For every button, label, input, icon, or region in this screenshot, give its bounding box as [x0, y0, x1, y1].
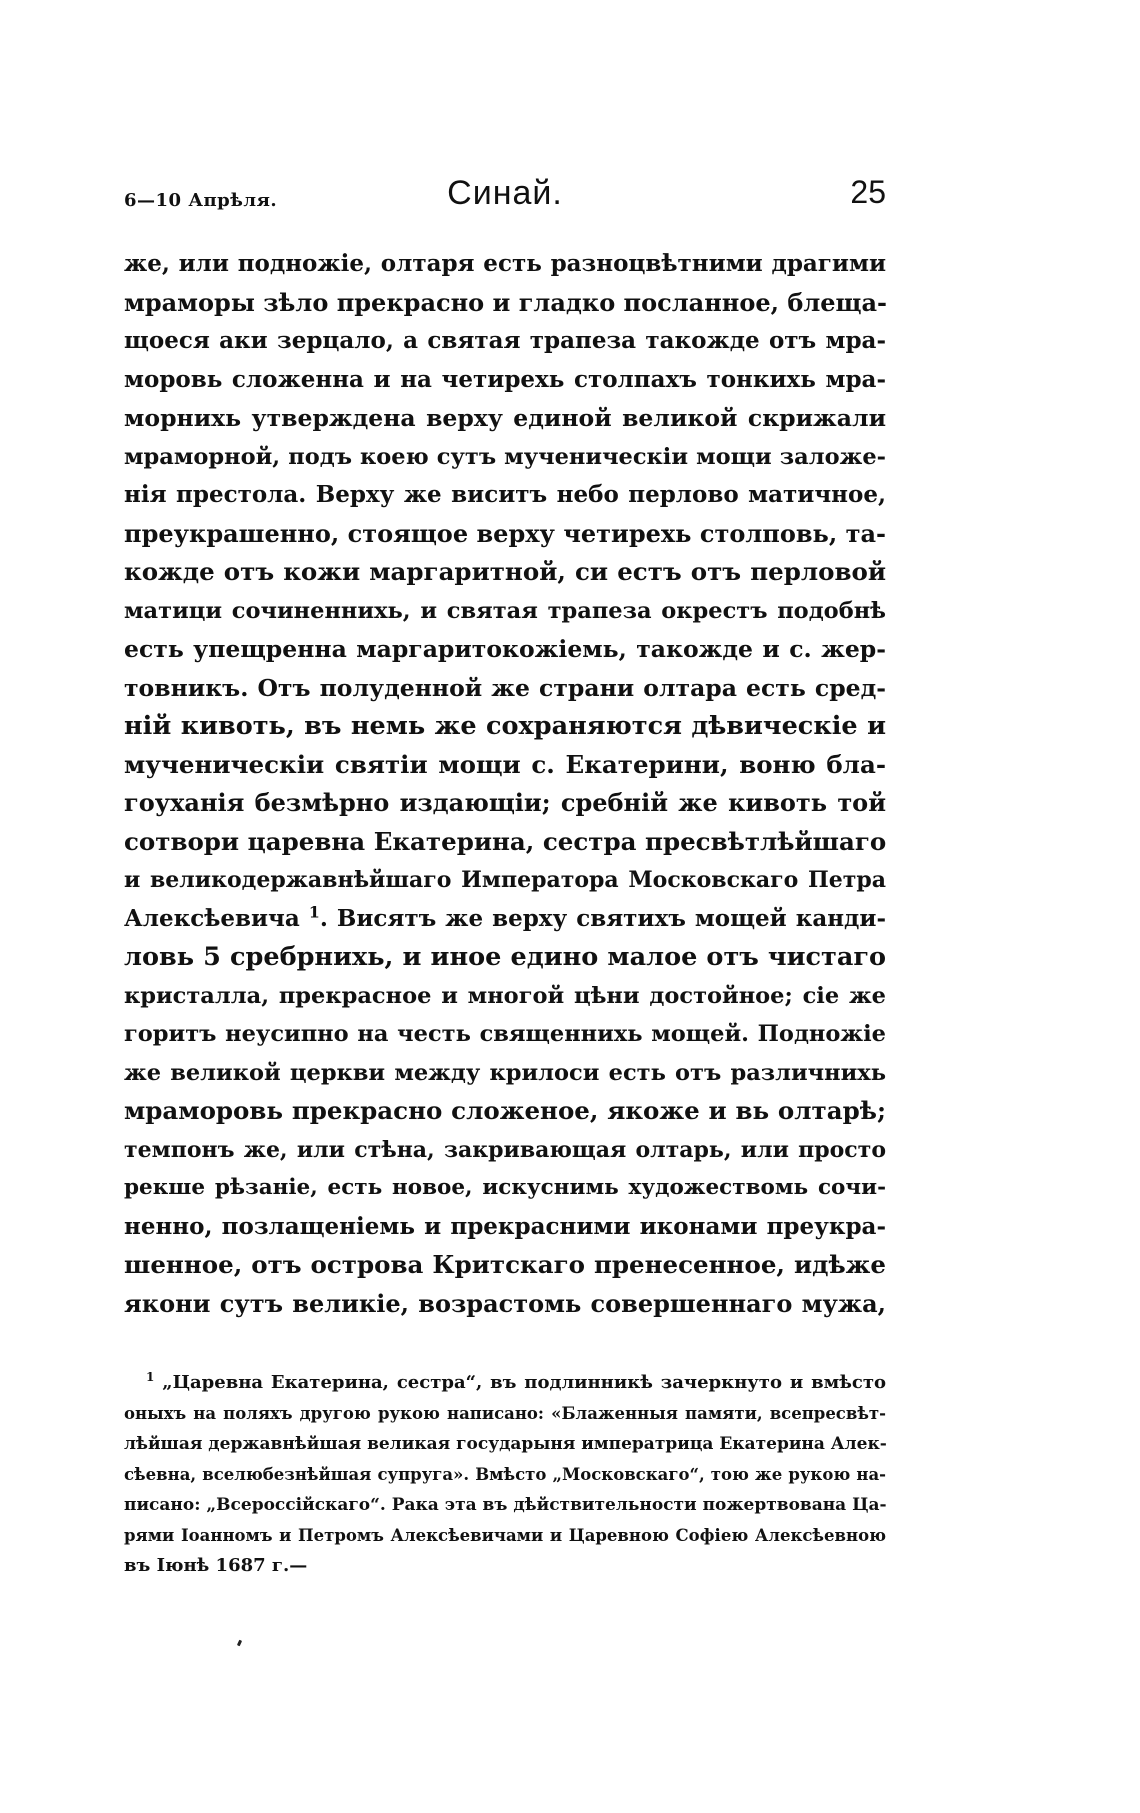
page-number: 25 [850, 174, 886, 210]
text-line: кристалла, прекрасное и многой цѣни достойное; сіе же [124, 982, 886, 1009]
running-head-date: 6—10 Апрѣля. [124, 190, 278, 211]
text-fragment: . Висятъ же верху святихъ мощей канди- [319, 904, 886, 932]
text-line: товникъ. Отъ полуденной же страни олтара есть сред- [124, 673, 886, 702]
text-line: горитъ неусипно на честь священнихь мощей. Подножіе [124, 1021, 886, 1047]
running-head [124, 174, 886, 220]
text-line: же великой церкви между крилоси есть отъ различнихь [124, 1059, 886, 1086]
text-line: кожде отъ кожи маргаритной, си естъ отъ перловой [124, 557, 886, 586]
ink-speck [237, 1640, 242, 1647]
running-head-title: Синай. [447, 174, 563, 212]
text-line: матици сочиненнихь, и святая трапеза окрестъ подобнѣ [124, 597, 886, 624]
text-line: темпонъ же, или стѣна, закривающая олтарь, или просто [124, 1136, 886, 1163]
footnote-mark: 1 [146, 1370, 155, 1384]
text-line: и великодержавнѣйшаго Императора Московскаго Петра [124, 867, 886, 893]
text-line: якони сутъ великіе, возрастомь совершеннаго мужа, [124, 1288, 886, 1318]
text-line: морнихь утверждена верху единой великой скрижали [124, 404, 886, 432]
text-line: нія престола. Верху же виситъ небо перлово матичное, [124, 481, 886, 508]
text-line: мученическіи святіи мощи с. Екатерини, воню бла- [124, 749, 886, 779]
text-line: ній кивоть, въ немь же сохраняются дѣвическіе и [124, 711, 886, 741]
main-text [124, 245, 886, 1323]
text-line: сотвори царевна Екатерина, сестра пресвѣтлѣйшаго [124, 826, 887, 856]
footnote-reference[interactable]: 1 [308, 901, 320, 921]
text-line: мраморы зѣло прекрасно и гладко посланное, блеща- [124, 287, 888, 317]
footnote-line: рями Іоанномъ и Петромъ Алексѣевичами и Царевною Софіею Алексѣевною [124, 1525, 886, 1545]
text-line: преукрашенно, стоящое верху четирехь столповь, та- [124, 518, 886, 548]
text-line: рекше рѣзаніе, есть новое, искуснимь художествомь сочи- [124, 1175, 886, 1200]
text-line-with-footnote-ref [124, 900, 886, 939]
footnote-line [124, 1368, 886, 1399]
text-fragment: Алексѣевича [124, 904, 300, 932]
text-line: мраморовь прекрасно сложеное, якоже и вь олтарѣ; [124, 1096, 886, 1125]
text-line: есть упещренна маргаритокожіемь, такожде и с. жер- [124, 635, 886, 663]
text-line: мраморной, подъ коею сутъ мученическіи мощи заложе- [124, 443, 886, 470]
text-line: ловь 5 сребрнихь, и иное едино малое отъ чистаго [124, 942, 886, 972]
footnote-line: сѣевна, вселюбезнѣйшая супруга». Вмѣсто „Московскаго“, тою же рукою на- [124, 1464, 886, 1484]
footnote-line: писано: „Всероссійскаго“. Рака эта въ дѣйствительности пожертвована Ца- [124, 1495, 887, 1515]
text-line: щоеся аки зерцало, а святая трапеза такожде отъ мра- [124, 327, 886, 354]
footnote-text: „Царевна Екатерина, сестра“, въ подлинникѣ зачеркнуто и вмѣсто [162, 1372, 886, 1393]
footnote-line: лѣйшая державнѣйшая великая государыня императрица Екатерина Алек- [124, 1434, 887, 1454]
footnote-line: въ Іюнѣ 1687 г.— [124, 1555, 308, 1576]
text-line: ненно, позлащеніемь и прекрасними иконами преукра- [124, 1212, 886, 1240]
footnote-line: оныхъ на поляхъ другою рукою написано: «Блаженныя памяти, всепресвѣт- [124, 1403, 886, 1423]
text-line: шенное, отъ острова Критскаго пренесенное, идѣже [124, 1250, 886, 1279]
text-line: гоуханія безмѣрно издающіи; сребній же кивоть той [124, 788, 886, 817]
text-line: же, или подножіе, олтаря есть разноцвѣтними драгими [124, 250, 886, 277]
text-line: моровь сложенна и на четирехь столпахъ тонкихь мра- [124, 365, 886, 393]
footnote [124, 1368, 886, 1582]
